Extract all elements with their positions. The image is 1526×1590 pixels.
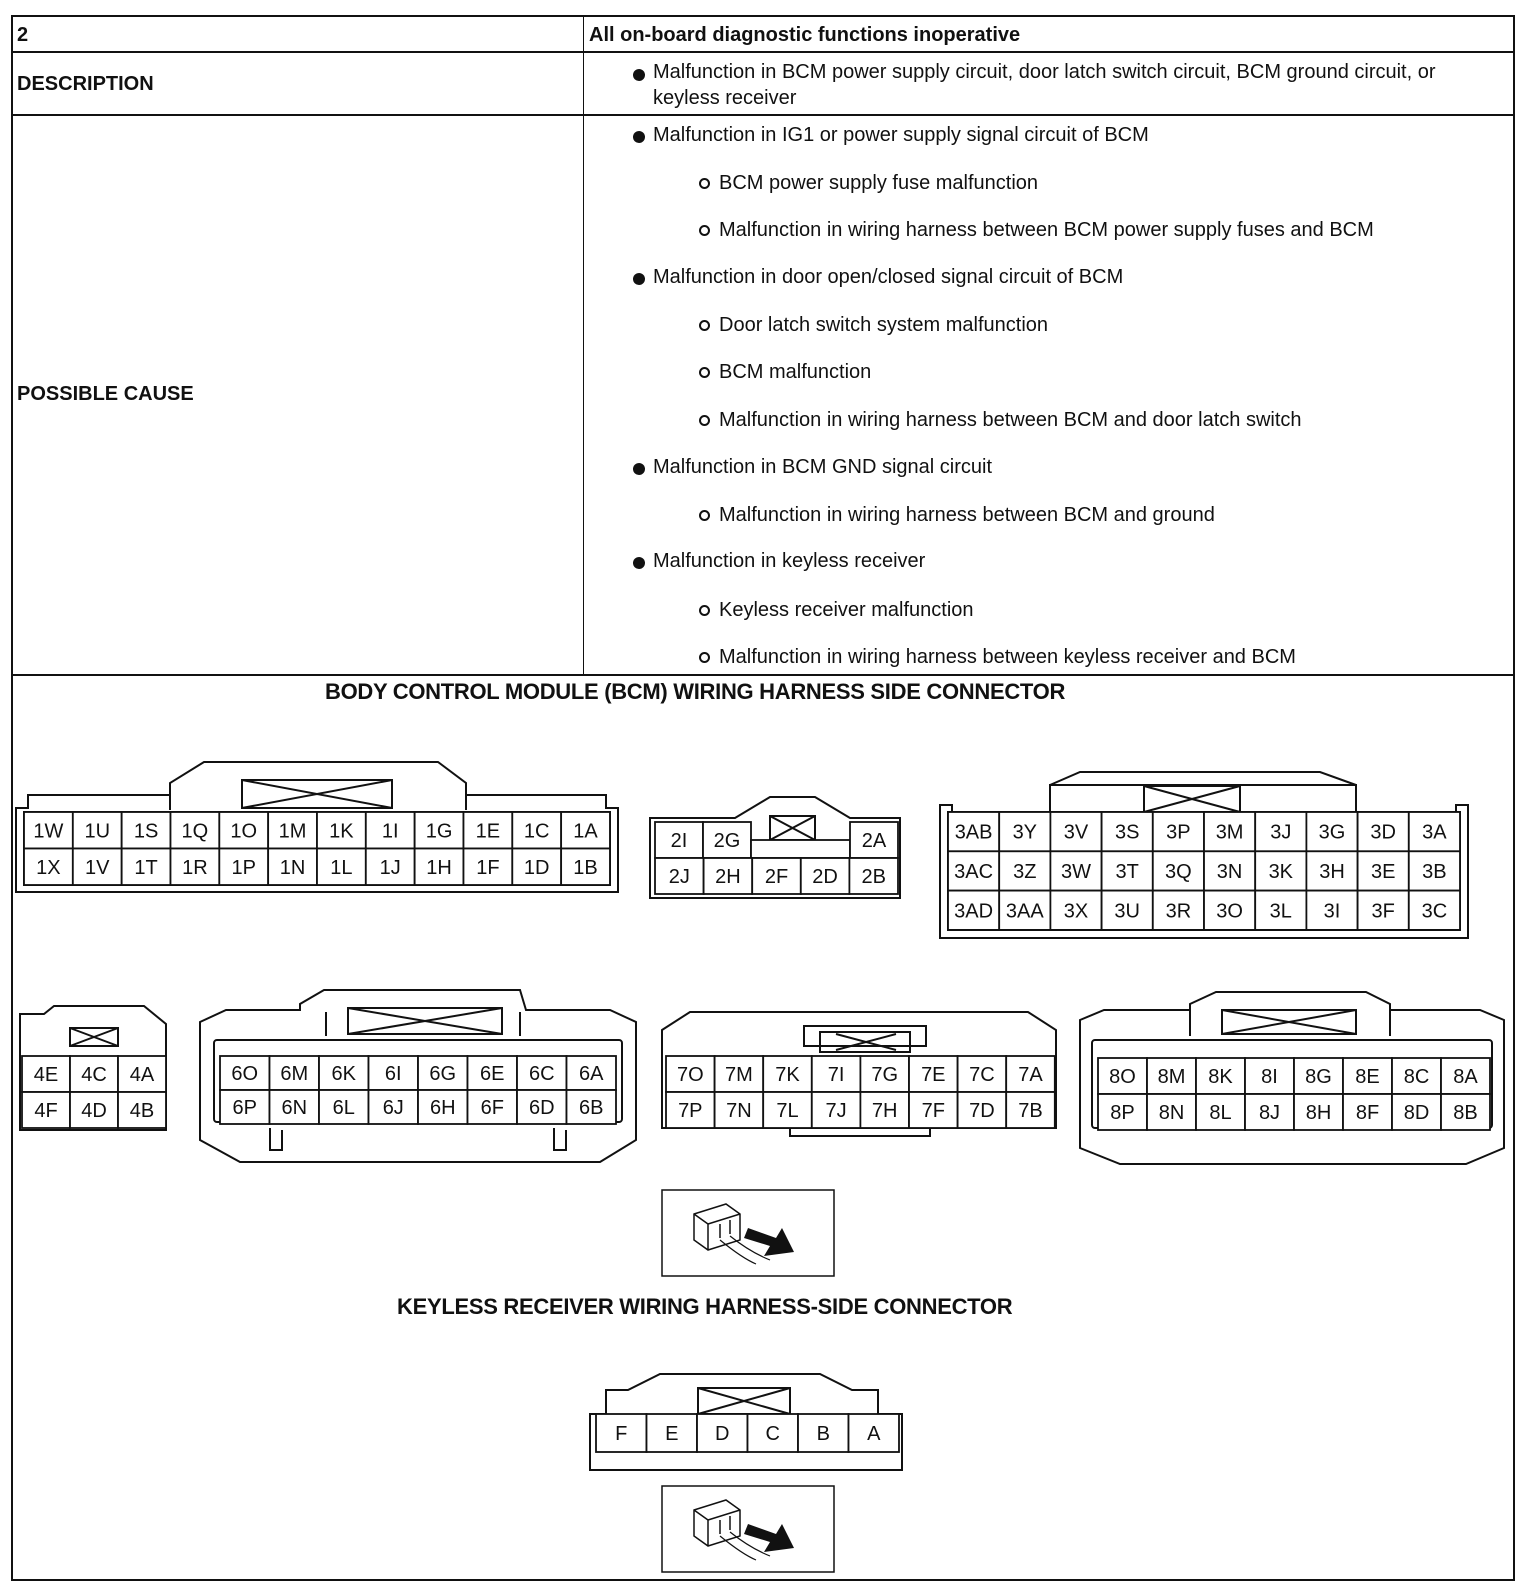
pin-label: 3T <box>1115 860 1139 883</box>
pin-label: E <box>665 1423 679 1445</box>
cause-subitem: Malfunction in wiring harness between BCM and door latch switch <box>719 409 1302 431</box>
pin-label: 1O <box>230 820 258 843</box>
cause-item: Malfunction in BCM GND signal circuit <box>653 456 992 478</box>
pin-label: 7N <box>726 1100 752 1122</box>
cause-subitem: BCM power supply fuse malfunction <box>719 172 1039 194</box>
pin-label: 8L <box>1209 1102 1232 1124</box>
pin-label: 3AA <box>1005 900 1044 923</box>
pin-label: 3S <box>1114 821 1140 844</box>
pin-label: 3Y <box>1012 821 1038 844</box>
pin-label: D <box>715 1423 730 1445</box>
pin-label: 7P <box>678 1100 703 1122</box>
pin-label: B <box>816 1423 830 1445</box>
pin-label: 2A <box>861 830 887 852</box>
pin-label: 6F <box>480 1097 504 1119</box>
pin-label: 2B <box>861 866 886 888</box>
pin-label: 4E <box>33 1064 59 1086</box>
pin-label: 3J <box>1270 821 1292 844</box>
pin-label: 1H <box>426 856 452 879</box>
pin-label: 3AC <box>954 860 994 883</box>
pin-label: 3L <box>1269 900 1292 923</box>
pin-label: 8H <box>1305 1102 1332 1124</box>
pin-label: 8K <box>1208 1066 1233 1088</box>
pin-label: 2G <box>713 830 741 852</box>
pin-label: 8F <box>1355 1102 1380 1124</box>
pin-label: 8B <box>1453 1102 1478 1124</box>
pin-label: 7D <box>969 1100 995 1122</box>
possible-cause-label: POSSIBLE CAUSE <box>17 383 194 405</box>
pin-label: 8C <box>1403 1066 1430 1088</box>
pin-label: 1I <box>381 820 399 843</box>
pin-label: 1V <box>85 856 110 879</box>
pin-label: 4F <box>34 1100 58 1122</box>
cause-subitem: Keyless receiver malfunction <box>719 599 974 621</box>
pin-label: 6I <box>384 1063 402 1085</box>
pin-label: 6A <box>579 1063 604 1085</box>
pin-label: F <box>615 1423 628 1445</box>
pin-label: 8J <box>1258 1102 1281 1124</box>
pin-label: 6G <box>429 1063 457 1085</box>
description-label: DESCRIPTION <box>17 73 154 95</box>
pin-label: 3Q <box>1165 860 1192 883</box>
pin-label: 6H <box>429 1097 456 1119</box>
pin-label: 3R <box>1165 900 1192 923</box>
cause-subitem: BCM malfunction <box>719 361 872 383</box>
pin-label: 1B <box>573 856 598 879</box>
pin-label: 7J <box>825 1100 847 1122</box>
pin-label: 3P <box>1166 821 1191 844</box>
pin-label: 1S <box>133 820 159 843</box>
pin-label: C <box>765 1423 780 1445</box>
pin-label: 7I <box>827 1064 845 1086</box>
trouble-title: All on-board diagnostic functions inoperative <box>589 24 1021 46</box>
pin-label: 1F <box>476 856 500 879</box>
pin-label: 7A <box>1018 1064 1043 1086</box>
pin-label: 1T <box>134 856 158 879</box>
pin-cell <box>751 840 850 858</box>
pin-label: 6M <box>280 1063 309 1085</box>
pin-label: 6L <box>332 1097 355 1119</box>
pin-label: 4C <box>81 1064 107 1086</box>
pin-label: 1W <box>33 820 64 843</box>
pin-label: 2I <box>670 830 688 852</box>
pin-label: 1M <box>278 820 307 843</box>
pin-label: 1U <box>84 820 111 843</box>
pin-label: 7F <box>921 1100 945 1122</box>
pin-label: 6P <box>232 1097 257 1119</box>
pin-label: 4A <box>129 1064 155 1086</box>
pin-label: 3E <box>1370 860 1396 883</box>
pin-label: 1L <box>330 856 353 879</box>
pin-label: 8M <box>1157 1066 1186 1088</box>
pin-label: 3C <box>1421 900 1448 923</box>
pin-label: 1E <box>475 820 501 843</box>
pin-label: 3AB <box>954 821 993 844</box>
arrow-icon <box>744 1228 794 1256</box>
cause-item: Malfunction in IG1 or power supply signal circuit of BCM <box>653 124 1149 146</box>
pin-label: 1J <box>379 856 401 879</box>
pin-label: 3U <box>1114 900 1140 923</box>
pin-label: 1N <box>279 856 306 879</box>
pin-label: 8I <box>1261 1066 1278 1088</box>
pin-label: 3H <box>1319 860 1345 883</box>
pin-label: 4B <box>129 1100 155 1122</box>
pin-label: 7G <box>871 1064 899 1086</box>
cause-subitem: Malfunction in wiring harness between keyless receiver and BCM <box>719 646 1296 668</box>
cause-subitem: Door latch switch system malfunction <box>719 314 1049 336</box>
pin-label: 8E <box>1355 1066 1380 1088</box>
pin-label: 3A <box>1422 821 1447 844</box>
pin-label: 3D <box>1370 821 1396 844</box>
pin-label: 1R <box>182 856 208 879</box>
cause-item: Malfunction in keyless receiver <box>653 550 926 572</box>
pin-label: 6K <box>331 1063 356 1085</box>
pin-label: 1C <box>523 820 550 843</box>
pin-label: 2J <box>668 866 690 888</box>
pin-label: 1D <box>523 856 550 879</box>
pin-label: 6O <box>231 1063 259 1085</box>
pin-label: 7B <box>1018 1100 1043 1122</box>
pin-label: 7M <box>725 1064 753 1086</box>
description-text: Malfunction in BCM power supply circuit, door latch switch circuit, BCM ground circuit, or keyless receiver <box>653 61 1436 109</box>
pin-label: 8O <box>1109 1066 1136 1088</box>
pin-label: 2H <box>715 866 741 888</box>
pin-label: 1G <box>425 820 453 843</box>
pin-label: 8D <box>1403 1102 1430 1124</box>
pin-label: 3Z <box>1013 860 1037 883</box>
pin-label: 1X <box>36 856 61 879</box>
pin-label: 6J <box>382 1097 404 1119</box>
pin-label: 1P <box>231 856 256 879</box>
pin-label: 6C <box>528 1063 555 1085</box>
pin-label: 3F <box>1371 900 1395 923</box>
pin-label: 3AD <box>954 900 994 923</box>
pin-label: 3O <box>1216 900 1243 923</box>
pin-label: 1Q <box>181 820 209 843</box>
pin-label: 6B <box>579 1097 604 1119</box>
cause-subitem: Malfunction in wiring harness between BCM power supply fuses and BCM <box>719 219 1374 241</box>
pin-label: 7O <box>676 1064 704 1086</box>
trouble-number: 2 <box>17 24 29 46</box>
pin-label: 3K <box>1268 860 1294 883</box>
pin-label: 4D <box>81 1100 107 1122</box>
pin-label: 3V <box>1063 821 1089 844</box>
pin-label: 7H <box>871 1100 898 1122</box>
pin-label: 8P <box>1110 1102 1135 1124</box>
bcm-connector-title: BODY CONTROL MODULE (BCM) WIRING HARNESS SIDE CONNECTOR <box>325 679 1066 704</box>
pin-label: 2D <box>812 866 838 888</box>
pin-label: 1K <box>329 820 354 843</box>
pin-label: 6E <box>480 1063 505 1085</box>
pin-label: 3N <box>1216 860 1243 883</box>
pin-label: 6N <box>281 1097 308 1119</box>
arrow-icon <box>744 1524 794 1552</box>
pin-label: 2F <box>764 866 789 888</box>
pin-label: 3I <box>1323 900 1341 923</box>
pin-label: 1A <box>573 820 598 843</box>
pin-label: 7C <box>969 1064 995 1086</box>
pin-label: 8G <box>1305 1066 1332 1088</box>
pin-label: 7E <box>921 1064 946 1086</box>
cause-subitem: Malfunction in wiring harness between BCM and ground <box>719 504 1215 526</box>
pin-label: 6D <box>528 1097 555 1119</box>
pin-label: 7K <box>775 1064 800 1086</box>
pin-label: 3X <box>1063 900 1089 923</box>
pin-label: 8N <box>1158 1102 1185 1124</box>
pin-label: 3G <box>1318 821 1346 844</box>
pin-label: 3M <box>1215 821 1244 844</box>
pin-label: A <box>867 1423 881 1445</box>
pin-label: 3W <box>1061 860 1091 883</box>
keyless-connector-title: KEYLESS RECEIVER WIRING HARNESS-SIDE CONNECTOR <box>397 1294 1013 1319</box>
pin-label: 7L <box>776 1100 799 1122</box>
pin-label: 3B <box>1422 860 1447 883</box>
pin-label: 8A <box>1453 1066 1478 1088</box>
cause-item: Malfunction in door open/closed signal circuit of BCM <box>653 266 1124 288</box>
